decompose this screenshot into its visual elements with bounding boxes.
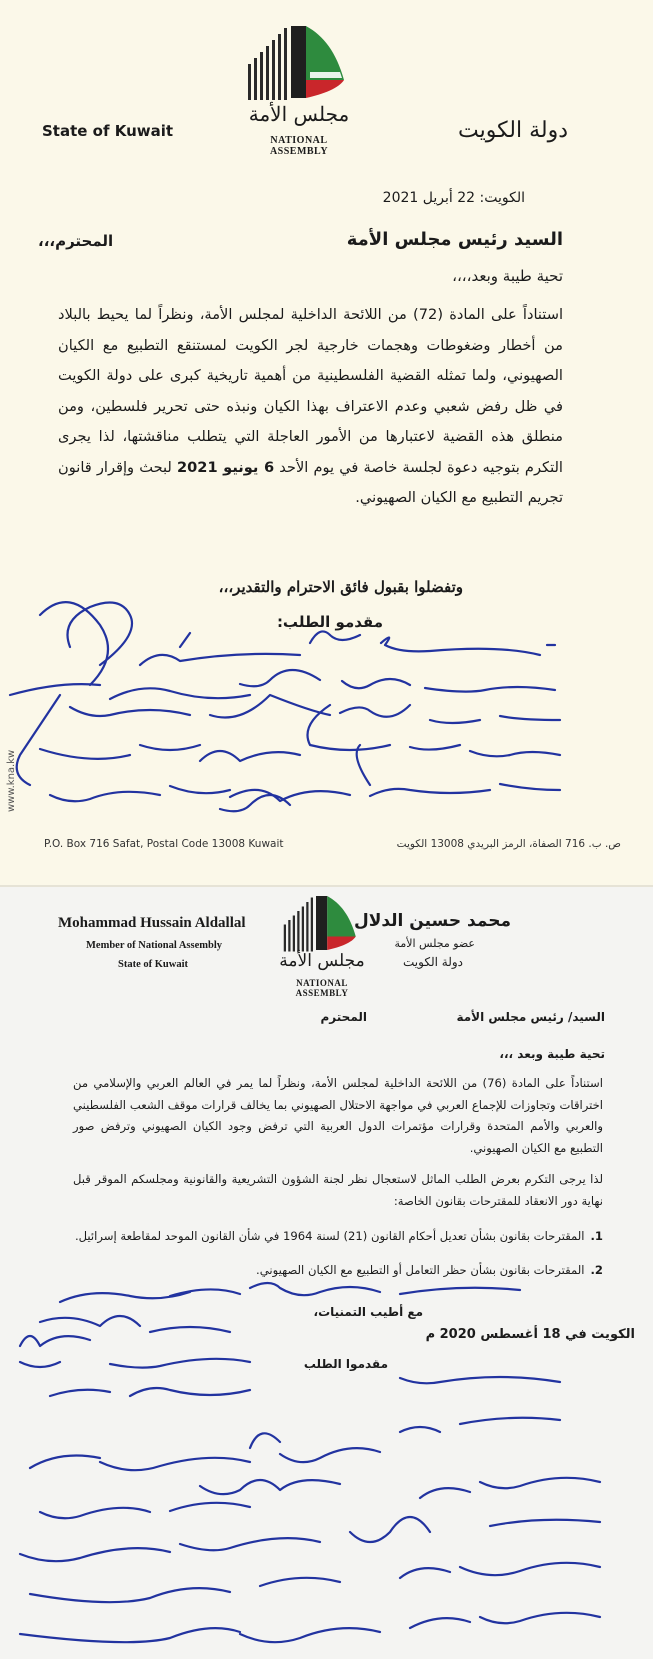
body-end-post: لبحث وإقرار قانون تجريم التطبيع مع الكيان الصهيوني.	[58, 458, 563, 506]
paragraph-2: لذا يرجى التكرم بعرض الطلب الماثل لاستعجال نظر لجنة الشؤون التشريعية والقانونية ومجلسكم الموقر قبل نهاية دور الانعقاد للمقترحات بقانون الخاصة:	[73, 1172, 603, 1208]
closing: وتفضلوا بقبول فائق الاحترام والتقدير،،،	[218, 578, 463, 596]
wishes: مع أطيب التمنيات،	[313, 1305, 423, 1319]
assembly-name-en-2: NATIONAL ASSEMBLY	[295, 978, 349, 998]
member-title-ar: عضو مجلس الأمة	[394, 937, 475, 950]
letter-body	[58, 300, 563, 514]
national-assembly-logo	[244, 22, 354, 157]
addressee: السيد رئيس مجلس الأمة	[346, 229, 563, 250]
handwritten-signatures	[0, 595, 600, 825]
item-1-number: 1.	[590, 1229, 603, 1243]
assembly-name-ar: مجلس الأمة	[248, 102, 350, 126]
applicants-title: مقدمو الطلب:	[276, 613, 383, 631]
greeting-2: تحية طيبة وبعد ،،،	[499, 1047, 605, 1061]
state-ar-2: دولة الكويت	[403, 955, 463, 969]
greeting: تحية طيبة وبعد،،،،	[452, 267, 563, 285]
state-en-2: State of Kuwait	[118, 959, 188, 970]
letter-date: الكويت: 22 أبريل 2021	[382, 190, 525, 206]
handwritten-signatures-2	[0, 1222, 653, 1659]
applicants-title-2: مقدموا الطلب	[303, 1357, 388, 1371]
session-date: 6 يونيو 2021	[176, 458, 275, 476]
assembly-name-en: NATIONAL ASSEMBLY	[269, 135, 329, 157]
paragraph-1: استناداً على المادة (76) من اللائحة الداخلية لمجلس الأمة، ونظراً لما يمر في العالم العربي والإسلامي من اختراقات وتجاوزات للإجماع العربي في مواجهة الاحتلال الصهيوني بما يخالف قرارات موقف الشعب الفلسطيني والعربي والأمم المتحدة وقرارات مؤتمرات الدول العربية التي ترفض وجود الكيان الصهيوني وترفض صور التطبيع مع الكيان الصهيوني.	[73, 1076, 603, 1155]
footer-en: P.O. Box 716 Safat, Postal Code 13008 Kuwait	[44, 838, 284, 850]
member-title-en: Member of National Assembly	[86, 940, 223, 951]
assembly-emblem-icon	[244, 22, 354, 102]
body-text: استناداً على المادة (72) من اللائحة الداخلية لمجلس الأمة، ونظراً لما يحيط بالبلاد من أخطار وضغوطات وهجمات خارجية لجر الكويت لمستنقع التطبيع مع الكيان الصهيوني، ولما تمثله القضية الفلسطينية من أهمية تاريخية كبرى على دولة الكويت في ظل رفض شعبي وعدم الاعتراف بهذا الكيان ونبذه حتى تحرير فلسطين، ومن منطلق هذه القضية لاعتبارها من الأمور العاجلة التي يتطلب مناقشتها، لذا يجرى التكرم بتوجيه دعوة لجلسة خاصة في يوم	[58, 306, 563, 476]
honorific: المحترم،،،	[38, 232, 114, 250]
addressee-2: السيد/ رئيس مجلس الأمة	[456, 1010, 605, 1024]
member-name-ar: محمد حسين الدلال	[353, 911, 511, 931]
state-of-kuwait-ar: دولة الكويت	[458, 118, 568, 143]
member-name-en: Mohammad Hussain Aldallal	[58, 915, 246, 931]
state-of-kuwait-en: State of Kuwait	[42, 122, 174, 140]
item-2-number: 2.	[590, 1263, 603, 1277]
item-2-text: المقترحات بقانون بشأن حظر التعامل أو التطبيع مع الكيان الصهيوني.	[256, 1263, 585, 1277]
honorific-2: المحترم	[320, 1010, 367, 1024]
item-1-text: المقترحات بقانون بشأن تعديل أحكام القانون (21) لسنة 1964 في شأن القانون الموحد لمقاطعة إسرائيل.	[74, 1229, 585, 1243]
letter-2-page	[0, 887, 653, 1659]
footer-ar: ص. ب. 716 الصفاة، الرمز البريدي 13008 الكويت	[396, 838, 621, 850]
national-assembly-logo-2	[272, 893, 372, 998]
body-end-pre: الأحد	[274, 458, 309, 476]
letter-date-2: الكويت في 18 أغسطس 2020 م	[425, 1327, 635, 1342]
assembly-name-ar-2: مجلس الأمة	[279, 951, 365, 971]
side-watermark: www.kna.kw	[6, 749, 17, 812]
